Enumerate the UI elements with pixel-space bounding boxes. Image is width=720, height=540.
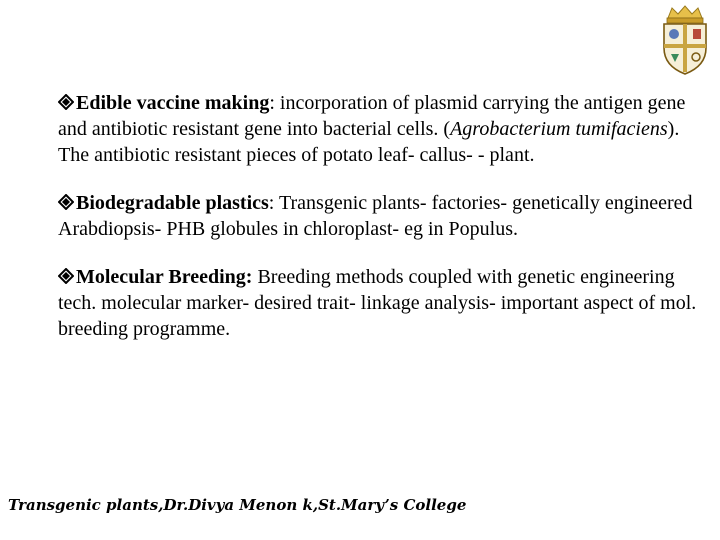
diamond-bullet-icon: [58, 190, 76, 216]
bullet-list: [58, 90, 708, 364]
item-text: Transgenic plants- factories- genetically engineered Arabdiopsis- PHB globules in chloroplast- eg in Populus.: [58, 192, 693, 240]
item-italic-text: Agrobacterium tumifaciens: [450, 118, 668, 140]
list-item-biodegradable-plastics: [58, 190, 708, 242]
item-text: Breeding methods coupled with genetic engineering tech. molecular marker- desired trait- linkage analysis- important aspect of mol. breeding programme.: [58, 266, 697, 340]
diamond-bullet-icon: [58, 90, 76, 116]
item-heading: Molecular Breeding:: [76, 266, 253, 288]
item-text-continued: ). The antibiotic resistant pieces of potato leaf- callus- - plant.: [58, 118, 680, 166]
diamond-bullet-icon: [58, 264, 76, 290]
list-item-molecular-breeding: [58, 264, 708, 342]
slide-footer: Transgenic plants,Dr.Divya Menon k,St.Mary’s College: [8, 496, 467, 514]
item-heading: Biodegradable plastics: [76, 192, 269, 214]
item-text: incorporation of plasmid carrying the antigen gene and antibiotic resistant gene into bacterial cells. (: [58, 92, 686, 140]
college-crest-logo: [654, 4, 716, 76]
item-separator: :: [269, 92, 280, 114]
item-separator: :: [268, 192, 279, 214]
item-heading: Edible vaccine making: [76, 92, 270, 114]
list-item-edible-vaccine: [58, 90, 708, 168]
